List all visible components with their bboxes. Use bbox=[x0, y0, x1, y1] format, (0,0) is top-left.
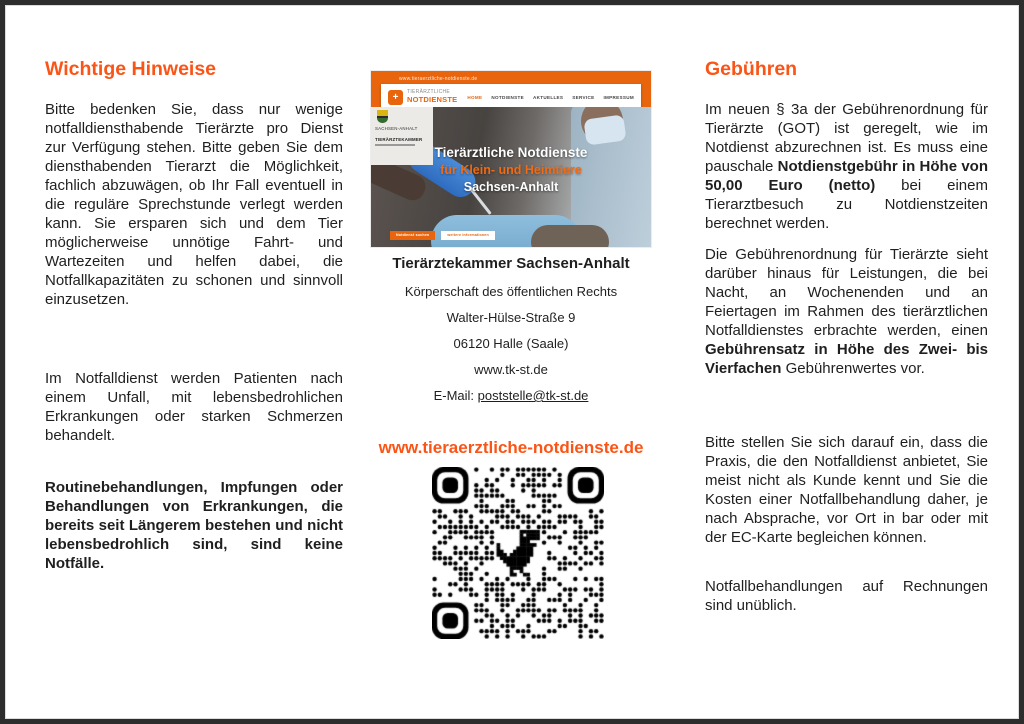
site-menu bbox=[467, 95, 634, 100]
site-logo-icon: + bbox=[388, 90, 403, 105]
left-paragraph-3: Routinebehandlungen, Impfungen oder Behandlungen von Erkrankungen, die bereits seit Längerem bestehen und nicht lebensbedrohlich sind, sind keine Notfälle. bbox=[45, 479, 343, 572]
email-link[interactable]: poststelle@tk-st.de bbox=[477, 388, 589, 403]
hero-subtitle: für Klein- und Heimtiere bbox=[440, 163, 582, 177]
left-paragraph-1: Bitte bedenken Sie, dass nur wenige notfalldiensthabende Tierärzte pro Dienst zur Verfügung stehen. Bitte geben Sie dem diensthabenden Tierarzt die Möglichkeit, fachlich abzuwägen, ob Ihr Fall eventuell in die reguläre Sprechstunde verlegt werden kann. Sie ersparen sich und dem Tier möglicherweise unnötige Fahrt- und Wartezeiten und helfen dabei, die Notfallkapazitäten zu schonen und sinnvoll einzusetzen. bbox=[45, 101, 343, 308]
right-paragraph-4: Notfallbehandlungen auf Rechnungen sind unüblich. bbox=[705, 578, 988, 614]
hero-search-button: Notdienst suchen bbox=[390, 231, 435, 240]
region-label: SACHSEN-ANHALT bbox=[375, 126, 418, 131]
right-paragraph-1: Im neuen § 3a der Gebührenordnung für Tierärzte (GOT) ist geregelt, wie im Notdienst abzurechnen ist. Es muss eine pauschale Notdienstgebühr in Höhe von 50,00 Euro (netto) bei einem Tierarztbesuch zu Notdienstzeiten berechnet werden. bbox=[705, 101, 988, 232]
site-topbar-text: www.tieraerztliche-notdienste.de bbox=[399, 76, 478, 82]
chamber-label: TIERÄRZTEKAMMER bbox=[375, 137, 423, 142]
hero-info-button: weitere Informationen bbox=[441, 231, 495, 240]
contact-block bbox=[361, 254, 661, 414]
right-paragraph-3: Bitte stellen Sie sich darauf ein, dass die Praxis, die den Notfalldienst anbietet, Sie meist nicht als Kunde kennt und Sie die Kosten einer Notfallbehandlung daher, je nach Absprache, vor Ort in bar oder mit der EC-Karte begleichen können. bbox=[705, 434, 988, 546]
org-email-line bbox=[361, 388, 661, 404]
right-paragraph-2: Die Gebührenordnung für Tierärzte sieht darüber hinaus für Leistungen, die bei Nacht, an Wochenenden und an Feiertagen im Rahmen des tierärztlichen Notfalldienstes erbrachte werden, einen Gebührensatz in Höhe des Zwei- bis Vierfachen Gebührenwertes vor. bbox=[705, 246, 988, 377]
left-paragraph-2: Im Notfalldienst werden Patienten nach einem Unfall, mit lebensbedrohlichen Erkrankungen oder starken Schmerzen behandelt. bbox=[45, 370, 343, 444]
site-menu-impressum: IMPRESSUM bbox=[603, 94, 634, 100]
hero-region: Sachsen-Anhalt bbox=[463, 180, 559, 194]
org-name: Tierärztekammer Sachsen-Anhalt bbox=[392, 255, 630, 272]
right-column bbox=[705, 58, 988, 615]
site-logo-text bbox=[407, 90, 457, 104]
qr-code bbox=[432, 467, 604, 639]
site-logo-line1: TIERÄRZTLICHE bbox=[407, 89, 451, 96]
site-menu-aktuelles: AKTUELLES bbox=[533, 94, 564, 100]
org-website: www.tk-st.de bbox=[474, 362, 548, 377]
left-column bbox=[45, 58, 343, 573]
notdienste-url-link[interactable]: www.tieraerztliche-notdienste.de bbox=[378, 438, 644, 457]
site-menu-service: SERVICE bbox=[572, 94, 595, 100]
website-screenshot bbox=[371, 71, 651, 247]
email-label: E-Mail: bbox=[433, 388, 478, 403]
site-hero-photo bbox=[371, 107, 651, 247]
sachsen-anhalt-crest-icon bbox=[377, 110, 388, 123]
left-heading: Wichtige Hinweise bbox=[45, 58, 217, 80]
site-menu-notdienste: NOTDIENSTE bbox=[491, 94, 525, 100]
org-legal-form: Körperschaft des öffentlichen Rechts bbox=[404, 284, 618, 299]
hero-title: Tierärztliche Notdienste bbox=[434, 145, 588, 160]
org-city: 06120 Halle (Saale) bbox=[453, 336, 569, 351]
site-menu-home: HOME bbox=[467, 94, 483, 100]
org-street: Walter-Hülse-Straße 9 bbox=[446, 310, 576, 325]
dog-patient-figure bbox=[531, 225, 609, 247]
right-heading: Gebühren bbox=[705, 58, 798, 80]
site-logo-line2: NOTDIENSTE bbox=[407, 95, 458, 105]
